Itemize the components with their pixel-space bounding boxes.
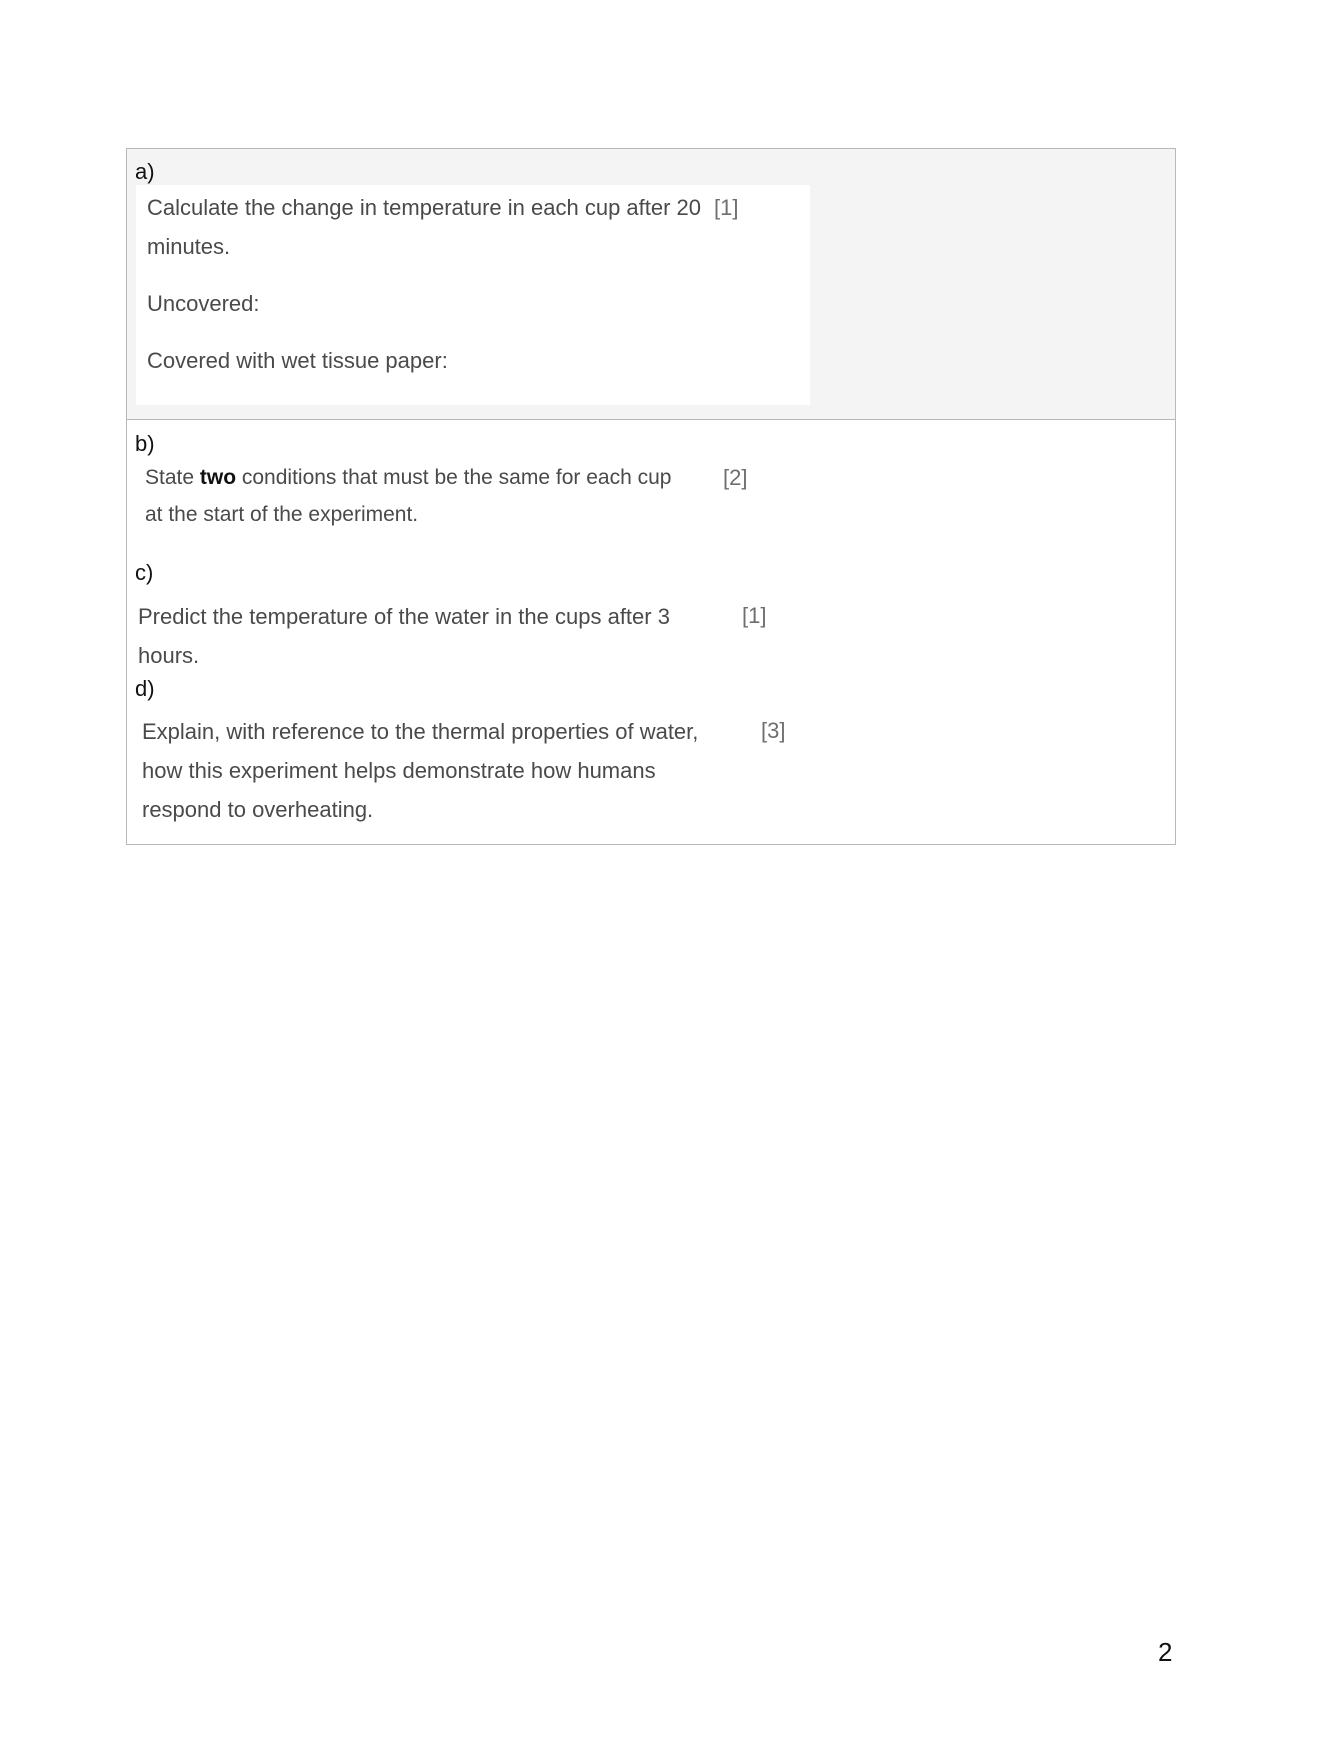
- part-a-covered-label: Covered with wet tissue paper:: [147, 348, 448, 373]
- part-a-question-line2: minutes.: [147, 234, 231, 259]
- part-a-row: [127, 149, 1175, 420]
- parts-bcd-row: [127, 420, 1175, 844]
- part-c-marks: [1]: [742, 603, 767, 628]
- part-d-question-line3: respond to overheating.: [142, 797, 374, 822]
- part-d-marks: [3]: [761, 718, 786, 743]
- part-a-question-line1: Calculate the change in temperature in each cup after 20: [147, 195, 702, 220]
- part-c-question: [138, 597, 670, 675]
- page-number: 2: [1158, 1637, 1173, 1667]
- part-d-question: [142, 712, 698, 829]
- part-d-question-line2: how this experiment helps demonstrate how humans: [142, 758, 656, 783]
- part-a-marks: [1]: [714, 195, 739, 220]
- part-a-uncovered-label: Uncovered:: [147, 291, 260, 316]
- part-b-question-line1: [145, 459, 671, 496]
- part-c-label: c): [135, 560, 154, 585]
- part-b-label: b): [135, 431, 155, 456]
- part-c-question-line2: hours.: [138, 643, 200, 668]
- part-d-label: d): [135, 676, 155, 701]
- part-b-q-bold: two: [199, 466, 237, 489]
- part-b-q-post: conditions that must be the same for each cup: [236, 466, 672, 489]
- part-a-question: [147, 188, 747, 266]
- part-b-question: [145, 459, 671, 533]
- part-a-label: a): [135, 159, 155, 184]
- part-b-marks: [2]: [723, 465, 748, 490]
- part-b-question-line2: at the start of the experiment.: [145, 503, 419, 526]
- part-b-q-pre: State: [145, 466, 200, 489]
- part-c-question-line1: Predict the temperature of the water in the cups after 3: [138, 604, 670, 629]
- part-a-card: [136, 185, 810, 405]
- question-table: [126, 148, 1176, 845]
- part-d-question-line1: Explain, with reference to the thermal properties of water,: [142, 719, 699, 744]
